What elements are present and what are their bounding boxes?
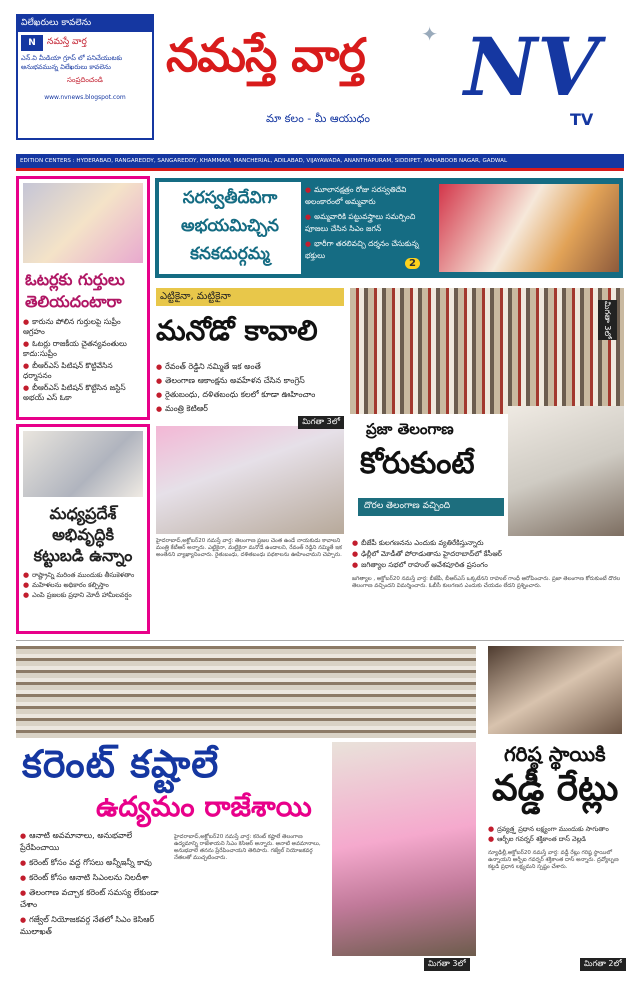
ktr-bullets: ● రేవంత్ రెడ్డిని నమ్మితే ఇక అంతే ● తెలంగాణ ఆకాంక్షను అవహేళన చేసిన కాంగ్రెస్ ● రైతుబంధు, దళితబంధు కలలో కూడా ఊహించాం ● మంత్రి కెటిఆర్ xyxy=(156,360,344,416)
left-top-bullets: ● కారును పోలిన గుర్తులపై సుప్రీం ఆగ్రహం ● ఓటర్లు రాజకీయ చైతన్యవంతులు కాదు:సుప్రీం ● బీఆర్ఎస్ పిటిషన్ కొట్టివేసిన ధర్మాసనం ● బీఆర్ఎస్ పిటిషన్ కొట్టేసిన జస్టిస్ అభయ్ ఎస్ ఓకా xyxy=(19,315,147,405)
saraswati-headline: సరస్వతీదేవిగా అభయమిచ్చిన కనకదుర్గమ్మ xyxy=(159,182,301,274)
rahul-continued: మిగతా 3లో xyxy=(598,300,617,340)
ktr-continued: మిగతా 3లో xyxy=(298,416,344,429)
rbi-governor-photo xyxy=(488,646,622,734)
masthead-center xyxy=(156,14,452,140)
paper-name: నమస్తే వార్త xyxy=(166,28,365,82)
ktr-story xyxy=(156,288,344,632)
saraswati-photo xyxy=(439,184,619,272)
left-top-story xyxy=(16,176,150,420)
mp-bullets: ● రాష్ట్రాన్ని మరింత ముందుకు తీసుకెళతాం ● మహిళలను అధికారం కల్పిస్తాం ● ఎంపి ప్రజలకు ప్రధాని మోదీ హామీలవర్షం xyxy=(19,568,147,602)
saraswati-page-ref: 2 xyxy=(405,258,420,269)
kcr-headline-1: కరెంట్ కష్టాలే xyxy=(22,742,220,786)
rbi-continued: మిగతా 2లో xyxy=(580,958,626,971)
rahul-headline: కోరుకుంటే xyxy=(360,446,475,481)
rahul-photo xyxy=(508,406,624,536)
ktr-headline: మనోడో కావాలి xyxy=(156,314,318,347)
edition-bar: EDITION CENTERS : HYDERABAD, RANGAREDDY, SANGAREDDY, KHAMMAM, MANCHERIAL, ADILABAD, VIJAYAWADA, ANANTHAPURAM, SIDDIPET, MAHABOOB NAGAR, GADWAL xyxy=(16,154,624,168)
logo-letters: NV xyxy=(464,20,600,114)
rbi-bullets: ● ద్రవ్యత్ర్త ప్రధాన లక్ష్యంగా ముందుకు సాగుతాం ● ఆర్బీఐ గవర్నర్ శక్తికాంత దాస్ వెల్లడి xyxy=(488,824,622,844)
mp-story xyxy=(16,424,150,634)
mid-divider xyxy=(16,640,624,641)
ktr-photo xyxy=(156,426,344,534)
modi-photo xyxy=(23,431,143,497)
rahul-body: జగిత్యాల , అక్టోబర్20 నమస్తే వార్త: బీజేపీ, బీఆర్ఎస్ ఒక్కటేనని రాహుల్ గాంధీ ఆరోపించారు. ప్రజా తెలంగాణ కోరుకుంటే దొరల తెలంగాణ వచ్చిందని విమర్శించారు. ఓబీసీ కులగణన ఎందుకు చేయడం లేదని ప్రశ్నించారు. xyxy=(352,576,621,589)
ad-brand: నమస్తే వార్త xyxy=(47,37,87,47)
kcr-hall-photo xyxy=(16,646,476,738)
saraswati-bullets: ● మూలానక్షత్రం రోజు సరస్వతిదేవి అలంకారంలో అమ్మవారు ● అమ్మవారికి పట్టువస్త్రాలు సమర్పించి పూజలు చేసిన సిఎం జగన్ ● భారీగా తరలివచ్చి దర్శనం చేసుకున్న భక్తులు xyxy=(305,184,437,261)
kcr-photo xyxy=(332,742,476,956)
nv-logo xyxy=(458,14,624,140)
logo-tv: TV xyxy=(570,110,594,129)
ktr-kicker: ఎట్టికైనా, మట్టికైనా xyxy=(156,288,344,306)
left-top-headline: ఓటర్లకు గుర్తులు తెలియదంటారా xyxy=(25,270,125,311)
kcr-bullets: ● ఆనాటి అవమానాలు, అనుభవాలే ప్రేరేపించాయి ● కరెంట్ కోసం వద్ద గోసలు అన్నీఇన్నీ కావు ● కరెంట్ కోసం ఆనాటి సిఎంలను నిలదీశా ● తెలంగాణ వచ్చాక కరెంట్ సమస్య లేకుండా చేశాం ● గజ్వేల్ నియోజకవర్గ నేతలో సిఎం కెసిఆర్ ములాఖత్ xyxy=(20,830,170,938)
rahul-bullets: ● బీజేపీ కులగణనను ఎందుకు వ్యతిరేకిస్తున్నారు ● ఢిల్లీలో మోడీతో పోరాడుతాను హైదరాబాద్‌లో కేసీఆర్ ● జగిత్యాల సభలో రాహుల్ ఆవేశపూరిత ప్రసంగం xyxy=(352,538,624,571)
rbi-body: న్యూఢిల్లీ,అక్టోబర్20 నమస్తే వార్త: వడ్డీ రేట్లు గరిష్ఠ స్థాయిలో ఉన్నాయని ఆర్బీఐ గవర్నర్ శక్తికాంత దాస్ అన్నారు. ద్రవ్యోల్బణ కట్టడి ప్రధాన లక్ష్యమని స్పష్టం చేశారు. xyxy=(488,850,619,870)
rbi-headline-2: వడ్డీ రేట్లు xyxy=(492,768,619,809)
tagline: మా కలం - మీ ఆయుధం xyxy=(266,112,370,125)
ad-title: విలేఖరులు కావలెను xyxy=(18,16,152,32)
ad-text: ఎన్.వి మీడియా గ్రూప్ లో పనిచేయుటకు అనుభవమున్న విలేఖరులు కావలెను xyxy=(21,54,123,71)
recruitment-ad xyxy=(16,14,154,140)
rahul-subhead: దొరల తెలంగాణ వచ్చింది xyxy=(358,498,504,516)
mp-headline: మధ్యప్రదేశ్ అభివృద్ధికి కట్టుబడి ఉన్నాం xyxy=(33,504,133,565)
kcr-body: హైదరాబాద్,అక్టోబర్20 నమస్తే వార్త: కరెంట్ కష్టాలే తెలంగాణ ఉద్యమాన్ని రాజేశాయని సిఎం కెసిఆర్ అన్నారు. ఆనాటి అవమానాలు, అనుభవాలే తనను ప్రేరేపించాయని తెలిపారు. గజ్వేల్ నియోజకవర్గ నేతలతో ముచ్చటించారు. xyxy=(174,834,321,861)
rahul-kicker: ప్రజా తెలంగాణ xyxy=(366,420,454,438)
ad-contact: సంప్రదించండి xyxy=(67,76,103,84)
dove-icon: ✦ xyxy=(421,22,438,46)
ad-logo-icon: N xyxy=(21,35,43,51)
supreme-court-photo xyxy=(23,183,143,263)
rally-photo xyxy=(350,288,624,414)
ktr-body: హైదరాబాద్,అక్టోబర్20 నమస్తే వార్త: తెలంగాణ ప్రజల చెంత ఉండే నాయకుడు కావాలని మంత్రి కేటీఆర్ అన్నారు. ఎట్టికైనా, మట్టికైనా మనోడే ఉండాలని, రేవంత్ రెడ్డిని నమ్మితే ఇక అంతేనని వ్యాఖ్యానించారు. రైతుబంధు, దళితబంధు పథకాలను ఊహించామని చెప్పారు. xyxy=(156,538,342,558)
saraswati-story xyxy=(155,178,623,278)
kcr-continued: మిగతా 3లో xyxy=(424,958,470,971)
ad-site: www.nvnews.blogspot.com xyxy=(44,94,126,101)
kcr-headline-2: ఉద్యమం రాజేశాయి xyxy=(96,790,312,823)
edition-bar-rule xyxy=(16,168,624,171)
rbi-headline-1: గరిష్ఠ స్థాయికి xyxy=(504,742,606,766)
